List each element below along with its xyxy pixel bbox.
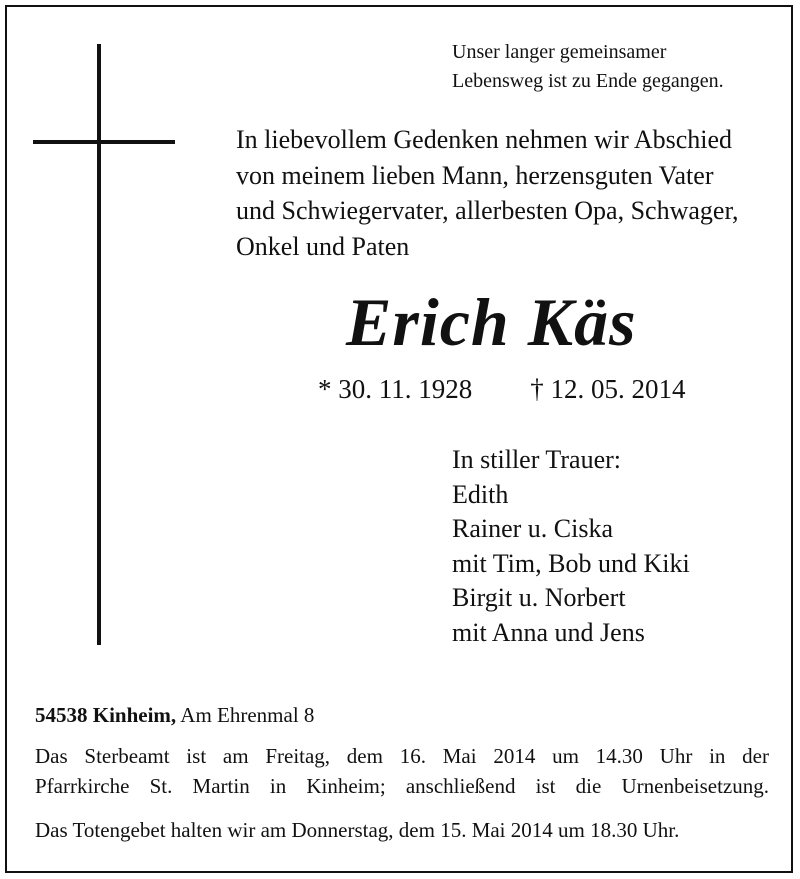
motto xyxy=(452,38,792,96)
mourner-name: Birgit u. Norbert xyxy=(452,583,626,612)
birth-date: * 30. 11. 1928 xyxy=(318,374,473,404)
intro-text xyxy=(236,122,786,264)
address-place: 54538 Kinheim, xyxy=(35,703,177,727)
intro-line: In liebevollem Gedenken nehmen wir Abschied xyxy=(236,125,733,154)
death-date: † 12. 05. 2014 xyxy=(530,374,686,404)
mourners-heading: In stiller Trauer: xyxy=(452,445,621,474)
cross-icon xyxy=(97,44,101,645)
mourner-name: Edith xyxy=(452,479,509,509)
funeral-info xyxy=(35,741,769,801)
prayer-info: Das Totengebet halten wir am Donnerstag, dem 15. Mai 2014 um 18.30 Uhr. xyxy=(35,818,680,842)
deceased-name: Erich Käs xyxy=(346,284,637,360)
funeral-line: Das Sterbeamt ist am Freitag, dem 16. Mai 2014 um 14.30 Uhr in der xyxy=(35,744,769,768)
funeral-line: Pfarrkirche St. Martin in Kinheim; anschließend ist die Urnenbeisetzung. xyxy=(35,774,769,798)
intro-line: von meinem lieben Mann, herzensguten Vater xyxy=(236,160,714,190)
address xyxy=(35,700,775,730)
mourner-name: mit Tim, Bob und Kiki xyxy=(452,548,690,578)
intro-line: Onkel und Paten xyxy=(236,231,410,261)
cross-icon-crossbar xyxy=(33,140,175,144)
motto-line: Lebensweg ist zu Ende gegangen. xyxy=(452,70,724,92)
mourners-list xyxy=(452,443,792,650)
mourner-name: mit Anna und Jens xyxy=(452,617,645,647)
life-dates xyxy=(318,372,788,406)
intro-line: und Schwiegervater, allerbesten Opa, Schwager, xyxy=(236,196,739,225)
mourner-name: Rainer u. Ciska xyxy=(452,514,614,543)
motto-line: Unser langer gemeinsamer xyxy=(452,41,667,63)
address-street: Am Ehrenmal 8 xyxy=(180,703,315,727)
